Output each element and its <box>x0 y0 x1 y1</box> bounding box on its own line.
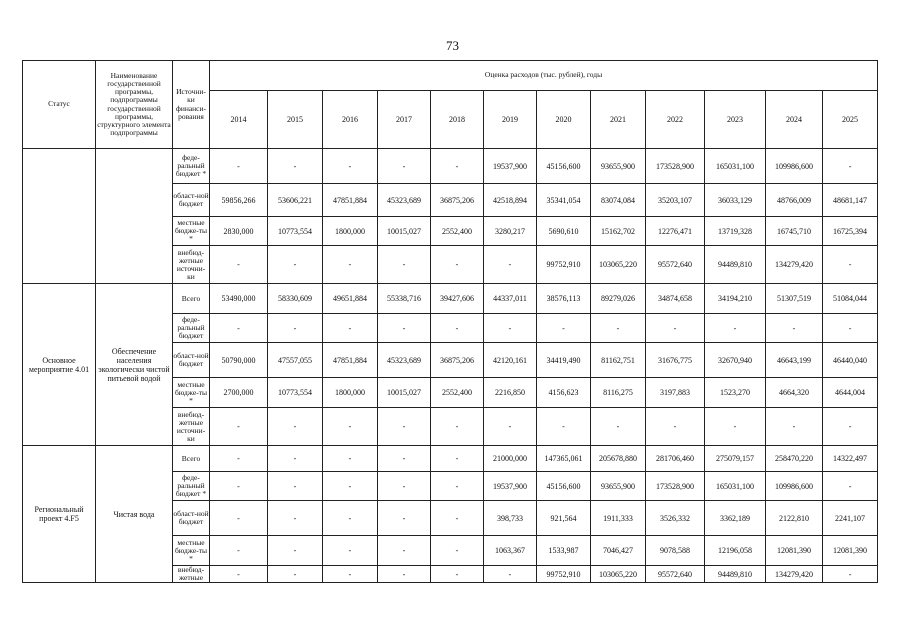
value-cell: 31676,775 <box>646 343 705 378</box>
value-cell: 12081,390 <box>823 536 878 566</box>
row-status: Основное мероприятие 4.01 <box>23 284 96 446</box>
value-cell: - <box>431 501 484 536</box>
header-year: 2025 <box>823 91 878 149</box>
value-cell: - <box>484 408 537 446</box>
table-row <box>23 149 878 184</box>
value-cell: - <box>484 566 537 583</box>
value-cell: 42518,894 <box>484 184 537 217</box>
value-cell: 36033,129 <box>705 184 766 217</box>
value-cell: - <box>378 566 431 583</box>
value-cell: - <box>210 246 268 284</box>
value-cell: - <box>823 314 878 343</box>
value-cell: 3197,883 <box>646 378 705 408</box>
value-cell: 99752,910 <box>537 246 591 284</box>
row-status: Региональный проект 4.F5 <box>23 446 96 583</box>
value-cell: 12081,390 <box>766 536 823 566</box>
value-cell: 10773,554 <box>268 378 323 408</box>
value-cell: 173528,900 <box>646 149 705 184</box>
header-source: Источни-ки финанси-рования <box>173 61 210 149</box>
value-cell: - <box>210 446 268 472</box>
value-cell: 93655,900 <box>591 472 646 501</box>
value-cell: 134279,420 <box>766 566 823 583</box>
value-cell: - <box>537 408 591 446</box>
value-cell: 49651,884 <box>323 284 378 314</box>
value-cell: 275079,157 <box>705 446 766 472</box>
header-year: 2018 <box>431 91 484 149</box>
expenditure-table <box>22 60 878 583</box>
header-year: 2022 <box>646 91 705 149</box>
value-cell: - <box>431 149 484 184</box>
value-cell: 10015,027 <box>378 378 431 408</box>
value-cell: 42120,161 <box>484 343 537 378</box>
value-cell: 14322,497 <box>823 446 878 472</box>
value-cell: - <box>431 536 484 566</box>
value-cell: 165031,100 <box>705 149 766 184</box>
value-cell: - <box>484 246 537 284</box>
value-cell: - <box>323 446 378 472</box>
value-cell: - <box>431 566 484 583</box>
value-cell: 3526,332 <box>646 501 705 536</box>
value-cell: - <box>823 149 878 184</box>
row-source: внебюд-жетные источни-ки <box>173 408 210 446</box>
header-year: 2016 <box>323 91 378 149</box>
value-cell: 45323,689 <box>378 343 431 378</box>
value-cell: 5690,610 <box>537 217 591 246</box>
value-cell: - <box>268 501 323 536</box>
value-cell: 9078,588 <box>646 536 705 566</box>
value-cell: - <box>323 501 378 536</box>
value-cell: 1523,270 <box>705 378 766 408</box>
value-cell: - <box>323 566 378 583</box>
value-cell: 48681,147 <box>823 184 878 217</box>
value-cell: - <box>268 446 323 472</box>
value-cell: 81162,751 <box>591 343 646 378</box>
value-cell: 58330,609 <box>268 284 323 314</box>
value-cell: 165031,100 <box>705 472 766 501</box>
value-cell: 94489,810 <box>705 566 766 583</box>
value-cell: 45156,600 <box>537 472 591 501</box>
value-cell: - <box>484 314 537 343</box>
table-row <box>23 284 878 314</box>
header-name: Наименование государственной программы, подпрограммы государственной программы, структурного элемента подпрограммы <box>96 61 173 149</box>
value-cell: 21000,000 <box>484 446 537 472</box>
value-cell: 13719,328 <box>705 217 766 246</box>
row-status <box>23 149 96 284</box>
header-year: 2023 <box>705 91 766 149</box>
value-cell: - <box>646 314 705 343</box>
value-cell: 19537,900 <box>484 472 537 501</box>
value-cell: 44337,011 <box>484 284 537 314</box>
value-cell: 89279,026 <box>591 284 646 314</box>
value-cell: 48766,009 <box>766 184 823 217</box>
value-cell: 47557,055 <box>268 343 323 378</box>
value-cell: 36875,206 <box>431 184 484 217</box>
row-source: внебюд-жетные источни-ки <box>173 246 210 284</box>
header-year: 2019 <box>484 91 537 149</box>
value-cell: - <box>431 246 484 284</box>
header-year: 2020 <box>537 91 591 149</box>
value-cell: 2830,000 <box>210 217 268 246</box>
value-cell: 34874,658 <box>646 284 705 314</box>
value-cell: - <box>268 536 323 566</box>
value-cell: - <box>378 246 431 284</box>
value-cell: - <box>210 408 268 446</box>
value-cell: - <box>268 408 323 446</box>
row-source: област-ной бюджет <box>173 184 210 217</box>
value-cell: 281706,460 <box>646 446 705 472</box>
row-source: местные бюдже-ты * <box>173 217 210 246</box>
value-cell: - <box>823 246 878 284</box>
value-cell: 2241,107 <box>823 501 878 536</box>
value-cell: 109986,600 <box>766 472 823 501</box>
value-cell: 34194,210 <box>705 284 766 314</box>
value-cell: 10015,027 <box>378 217 431 246</box>
value-cell: - <box>323 149 378 184</box>
value-cell: - <box>431 408 484 446</box>
header-year: 2017 <box>378 91 431 149</box>
value-cell: 2552,400 <box>431 217 484 246</box>
value-cell: 12276,471 <box>646 217 705 246</box>
value-cell: 1800,000 <box>323 378 378 408</box>
value-cell: 36875,206 <box>431 343 484 378</box>
value-cell: - <box>210 314 268 343</box>
value-cell: - <box>705 408 766 446</box>
value-cell: - <box>268 149 323 184</box>
value-cell: 46440,040 <box>823 343 878 378</box>
value-cell: 38576,113 <box>537 284 591 314</box>
value-cell: - <box>268 472 323 501</box>
value-cell: - <box>210 536 268 566</box>
value-cell: 59856,266 <box>210 184 268 217</box>
value-cell: 103065,220 <box>591 246 646 284</box>
row-program-name <box>96 149 173 284</box>
value-cell: 10773,554 <box>268 217 323 246</box>
header-year: 2015 <box>268 91 323 149</box>
value-cell: - <box>268 314 323 343</box>
row-source: феде-ральный бюджет <box>173 314 210 343</box>
value-cell: 258470,220 <box>766 446 823 472</box>
value-cell: - <box>823 566 878 583</box>
header-year: 2021 <box>591 91 646 149</box>
row-source: феде-ральный бюджет * <box>173 472 210 501</box>
value-cell: - <box>378 408 431 446</box>
value-cell: 53490,000 <box>210 284 268 314</box>
value-cell: 45323,689 <box>378 184 431 217</box>
value-cell: - <box>323 314 378 343</box>
value-cell: 1800,000 <box>323 217 378 246</box>
value-cell: 51084,044 <box>823 284 878 314</box>
page-bottom <box>0 606 905 640</box>
value-cell: 2122,810 <box>766 501 823 536</box>
value-cell: 53606,221 <box>268 184 323 217</box>
value-cell: 4644,004 <box>823 378 878 408</box>
value-cell: 398,733 <box>484 501 537 536</box>
value-cell: 35341,054 <box>537 184 591 217</box>
value-cell: 46643,199 <box>766 343 823 378</box>
header-estimate: Оценка расходов (тыс. рублей), годы <box>210 61 878 91</box>
value-cell: 147365,061 <box>537 446 591 472</box>
value-cell: 32670,940 <box>705 343 766 378</box>
value-cell: - <box>323 472 378 501</box>
value-cell: 94489,810 <box>705 246 766 284</box>
value-cell: - <box>537 314 591 343</box>
value-cell: - <box>431 472 484 501</box>
value-cell: 83074,084 <box>591 184 646 217</box>
value-cell: 50790,000 <box>210 343 268 378</box>
value-cell: 47851,884 <box>323 184 378 217</box>
value-cell: 2700,000 <box>210 378 268 408</box>
value-cell: 45156,600 <box>537 149 591 184</box>
value-cell: - <box>378 149 431 184</box>
value-cell: - <box>823 472 878 501</box>
value-cell: - <box>210 501 268 536</box>
value-cell: 99752,910 <box>537 566 591 583</box>
row-source: област-ной бюджет <box>173 501 210 536</box>
value-cell: - <box>378 314 431 343</box>
header-year: 2024 <box>766 91 823 149</box>
row-source: Всего <box>173 284 210 314</box>
value-cell: 16745,710 <box>766 217 823 246</box>
value-cell: 1063,367 <box>484 536 537 566</box>
value-cell: - <box>323 246 378 284</box>
row-source: област-ной бюджет <box>173 343 210 378</box>
value-cell: - <box>766 314 823 343</box>
value-cell: 93655,900 <box>591 149 646 184</box>
value-cell: 4664,320 <box>766 378 823 408</box>
value-cell: - <box>268 246 323 284</box>
value-cell: 3280,217 <box>484 217 537 246</box>
value-cell: 109986,600 <box>766 149 823 184</box>
value-cell: - <box>378 536 431 566</box>
value-cell: - <box>591 408 646 446</box>
value-cell: - <box>431 446 484 472</box>
value-cell: - <box>705 314 766 343</box>
value-cell: 15162,702 <box>591 217 646 246</box>
row-source: местные бюдже-ты * <box>173 536 210 566</box>
value-cell: - <box>210 149 268 184</box>
value-cell: - <box>378 446 431 472</box>
row-source: Всего <box>173 446 210 472</box>
row-source: феде-ральный бюджет * <box>173 149 210 184</box>
page-number: 73 <box>446 38 459 53</box>
value-cell: 921,564 <box>537 501 591 536</box>
table-row <box>23 446 878 472</box>
value-cell: - <box>210 472 268 501</box>
value-cell: 2216,850 <box>484 378 537 408</box>
row-source: внебюд-жетные <box>173 566 210 583</box>
value-cell: - <box>378 472 431 501</box>
value-cell: - <box>823 408 878 446</box>
value-cell: - <box>646 408 705 446</box>
value-cell: - <box>268 566 323 583</box>
row-source: местные бюдже-ты * <box>173 378 210 408</box>
value-cell: 39427,606 <box>431 284 484 314</box>
value-cell: 2552,400 <box>431 378 484 408</box>
value-cell: - <box>323 408 378 446</box>
value-cell: - <box>591 314 646 343</box>
value-cell: 35203,107 <box>646 184 705 217</box>
row-program-name: Обеспечение населения экологически чистой питьевой водой <box>96 284 173 446</box>
value-cell: 7046,427 <box>591 536 646 566</box>
header-year: 2014 <box>210 91 268 149</box>
value-cell: 19537,900 <box>484 149 537 184</box>
value-cell: 34419,490 <box>537 343 591 378</box>
value-cell: - <box>431 314 484 343</box>
value-cell: 173528,900 <box>646 472 705 501</box>
value-cell: - <box>766 408 823 446</box>
value-cell: 95572,640 <box>646 566 705 583</box>
value-cell: 16725,394 <box>823 217 878 246</box>
value-cell: 1533,987 <box>537 536 591 566</box>
value-cell: 1911,333 <box>591 501 646 536</box>
value-cell: 4156,623 <box>537 378 591 408</box>
value-cell: 12196,058 <box>705 536 766 566</box>
row-program-name: Чистая вода <box>96 446 173 583</box>
value-cell: 95572,640 <box>646 246 705 284</box>
value-cell: 3362,189 <box>705 501 766 536</box>
value-cell: 51307,519 <box>766 284 823 314</box>
value-cell: - <box>323 536 378 566</box>
value-cell: 103065,220 <box>591 566 646 583</box>
value-cell: 8116,275 <box>591 378 646 408</box>
value-cell: - <box>378 501 431 536</box>
value-cell: 205678,880 <box>591 446 646 472</box>
value-cell: 55338,716 <box>378 284 431 314</box>
header-status: Статус <box>23 61 96 149</box>
value-cell: 134279,420 <box>766 246 823 284</box>
value-cell: - <box>210 566 268 583</box>
value-cell: 47851,884 <box>323 343 378 378</box>
